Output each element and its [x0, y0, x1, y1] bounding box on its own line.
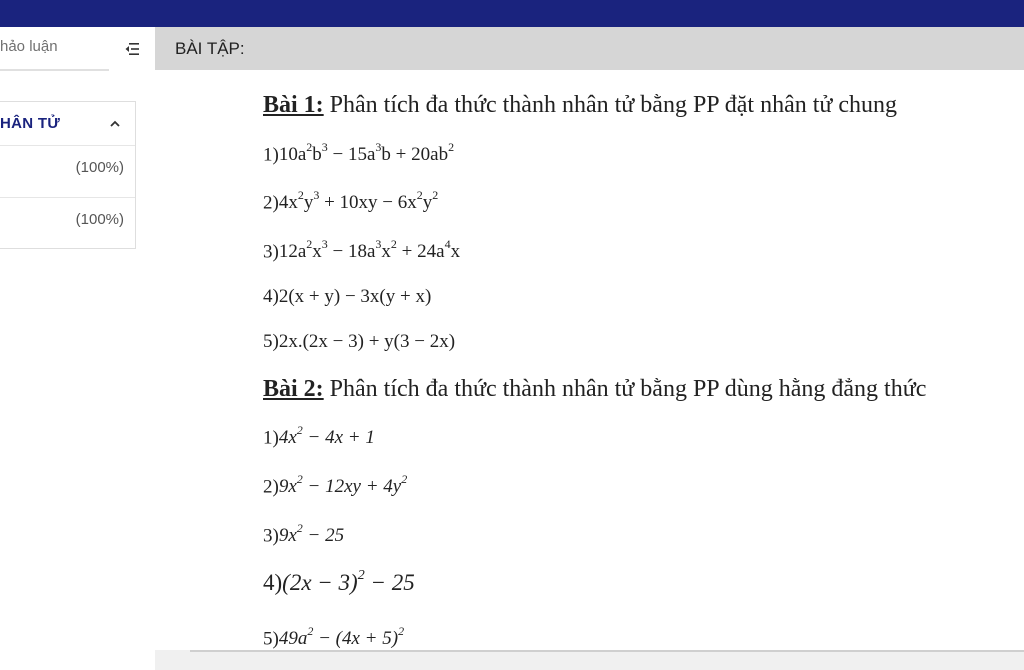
chapter-title: HÂN TỬ — [0, 115, 61, 132]
discussion-tab-label: hảo luận — [0, 38, 58, 55]
math-expression: $49a^2 - (4x + 5)^2$ — [278, 624, 405, 650]
lesson-progress: (100%) — [75, 159, 124, 176]
math-expression: $12a^2x^3 - 18a^3x^2 + 24a^4x$ — [278, 237, 461, 263]
sidebar-header — [0, 27, 155, 71]
item-number: 2) — [263, 476, 279, 498]
chevron-up-icon — [110, 116, 120, 134]
item-number: 5) — [263, 628, 279, 650]
chapter-section — [0, 101, 136, 249]
collapse-menu-button[interactable] — [109, 27, 155, 71]
lesson-progress: (100%) — [75, 211, 124, 228]
chapter-section-header[interactable] — [0, 102, 135, 146]
exercise-1-label: Bài 1: — [263, 92, 324, 118]
exercise-1-heading — [263, 92, 897, 119]
math-expression: 2(x + y) − 3x(y + x) — [278, 286, 432, 307]
exercise-1-text: Phân tích đa thức thành nhân tử bằng PP đặt nhân tử chung — [323, 92, 898, 118]
math-expression: $9x^2 - 12xy + 4y^2$ — [278, 472, 408, 498]
page-title: BÀI TẬP: — [175, 39, 245, 58]
item-number: 1) — [263, 144, 279, 166]
top-bar — [0, 0, 1024, 27]
exercise-content — [155, 70, 1024, 650]
math-expression: $10a^2b^3 - 15a^3b + 20ab^2$ — [278, 140, 455, 166]
exercise-1-item — [263, 239, 460, 263]
exercise-2-item — [263, 570, 415, 596]
exercise-1-item — [263, 142, 454, 166]
math-expression: $4x^2y^3 + 10xy - 6x^2y^2$ — [278, 188, 439, 214]
content-divider — [190, 650, 1024, 652]
exercise-2-item — [263, 626, 404, 650]
item-number: 4) — [263, 286, 279, 307]
main-header — [155, 27, 1024, 70]
math-expression: $4x^2 - 4x + 1$ — [278, 423, 375, 449]
sidebar — [0, 27, 155, 670]
item-number: 2) — [263, 192, 279, 214]
math-expression: 2x.(2x − 3) + y(3 − 2x) — [278, 331, 456, 352]
exercise-1-item — [263, 190, 438, 214]
item-number: 4) — [263, 570, 283, 595]
math-expression: $(2x - 3)^2 - 25$ — [282, 568, 415, 595]
exercise-2-label: Bài 2: — [263, 376, 324, 402]
exercise-1-item — [263, 331, 455, 353]
exercise-1-item — [263, 286, 431, 308]
exercise-2-item — [263, 425, 375, 449]
item-number: 3) — [263, 241, 279, 263]
discussion-tab[interactable] — [0, 27, 109, 71]
lesson-item[interactable] — [0, 146, 135, 198]
lesson-item[interactable] — [0, 198, 135, 250]
item-number: 1) — [263, 427, 279, 449]
exercise-2-text: Phân tích đa thức thành nhân tử bằng PP dùng hằng đẳng thức — [323, 376, 927, 402]
item-number: 3) — [263, 525, 279, 547]
exercise-2-item — [263, 474, 407, 498]
item-number: 5) — [263, 331, 279, 352]
exercise-2-item — [263, 523, 344, 547]
exercise-2-heading — [263, 376, 926, 403]
collapse-menu-icon — [125, 43, 139, 55]
math-expression: $9x^2 - 25$ — [278, 521, 345, 547]
